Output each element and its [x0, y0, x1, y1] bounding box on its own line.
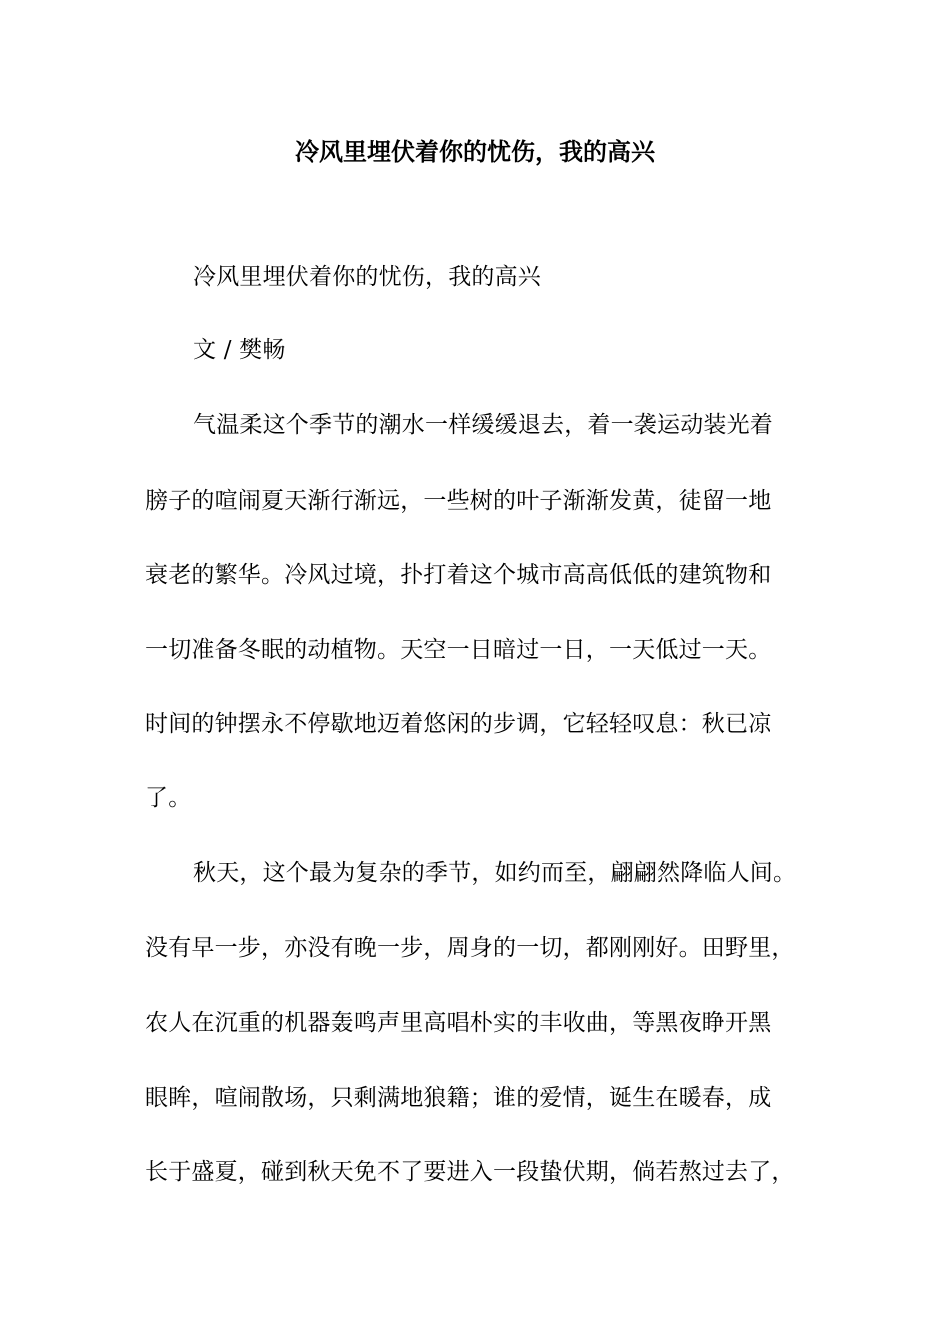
paragraph-2-line-4: 眼眸，喧闹散场，只剩满地狼籍；谁的爱情，诞生在暖春，成 — [145, 1085, 772, 1111]
paragraph-1-line-4: 一切准备冬眠的动植物。天空一日暗过一日，一天低过一天。 — [145, 637, 772, 663]
article-subtitle: 冷风里埋伏着你的忧伤，我的高兴 — [193, 264, 541, 290]
paragraph-1-line-6: 了。 — [145, 785, 192, 811]
paragraph-2-line-1: 秋天，这个最为复杂的季节，如约而至，翩翩然降临人间。 — [193, 860, 797, 886]
paragraph-1-line-3: 衰老的繁华。冷风过境，扑打着这个城市高高低低的建筑物和 — [145, 562, 772, 588]
document-title: 冷风里埋伏着你的忧伤，我的高兴 — [295, 137, 655, 166]
paragraph-2-line-5: 长于盛夏，碰到秋天免不了要进入一段蛰伏期，倘若熬过去了， — [145, 1159, 795, 1185]
paragraph-1-line-1: 气温柔这个季节的潮水一样缓缓退去，着一袭运动装光着 — [193, 412, 773, 438]
paragraph-1-line-5: 时间的钟摆永不停歇地迈着悠闲的步调，它轻轻叹息：秋已凉 — [145, 711, 772, 737]
paragraph-2-line-2: 没有早一步，亦没有晚一步，周身的一切，都刚刚好。田野里， — [145, 935, 795, 961]
paragraph-1-line-2: 膀子的喧闹夏天渐行渐远，一些树的叶子渐渐发黄，徒留一地 — [145, 488, 772, 514]
paragraph-2-line-3: 农人在沉重的机器轰鸣声里高唱朴实的丰收曲，等黑夜睁开黑 — [145, 1010, 772, 1036]
byline: 文 / 樊畅 — [193, 337, 286, 363]
